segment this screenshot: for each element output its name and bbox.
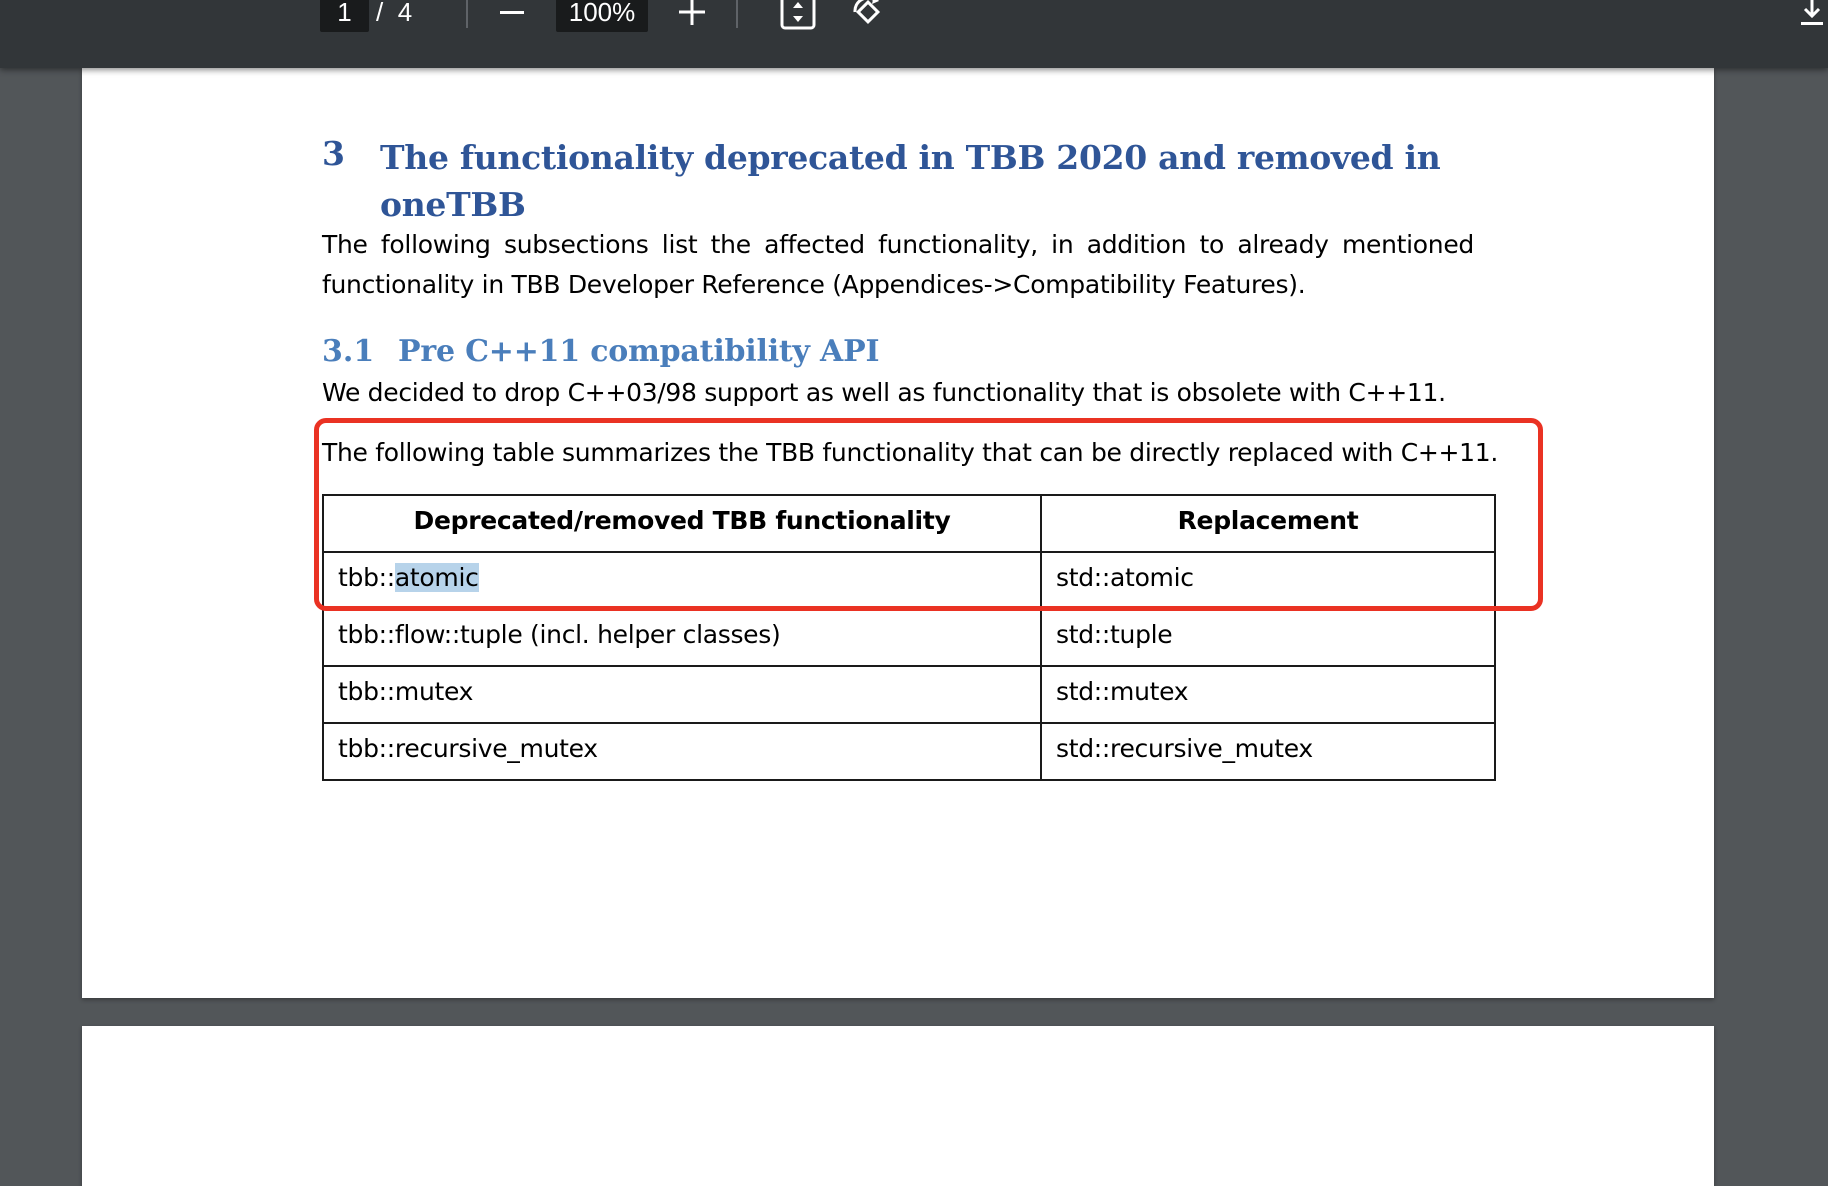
download-icon — [1797, 0, 1827, 27]
cell-prefix: tbb:: — [338, 563, 395, 592]
table-cell-deprecated: tbb::recursive_mutex — [323, 723, 1041, 780]
page-separator: / — [376, 0, 384, 27]
zoom-level-input[interactable]: 100% — [556, 0, 648, 32]
subsection-number: 3.1 — [322, 334, 375, 369]
zoom-out-icon — [499, 0, 525, 25]
fit-page-button[interactable] — [776, 0, 820, 32]
zoom-in-button[interactable] — [670, 0, 714, 32]
table-row — [323, 552, 1495, 609]
table-header-row — [323, 495, 1495, 552]
section-number: 3 — [322, 134, 345, 173]
table-cell-replacement: std::recursive_mutex — [1041, 723, 1495, 780]
rotate-icon — [849, 0, 887, 31]
table-row — [323, 723, 1495, 780]
table-cell-deprecated: tbb::mutex — [323, 666, 1041, 723]
table-cell-replacement: std::mutex — [1041, 666, 1495, 723]
table-header-replacement: Replacement — [1041, 495, 1495, 552]
paragraph-obsolete: We decided to drop C++03/98 support as well as functionality that is obsolete with C++11. — [322, 378, 1446, 407]
table-row — [323, 666, 1495, 723]
paragraph-table-intro: The following table summarizes the TBB functionality that can be directly replaced with C++11. — [322, 438, 1499, 467]
toolbar-divider — [466, 0, 468, 28]
rotate-button[interactable] — [846, 0, 890, 32]
subsection-title: Pre C++11 compatibility API — [398, 334, 880, 369]
zoom-in-icon — [678, 0, 706, 26]
section-title-line1: The functionality deprecated in TBB 2020 and removed in — [380, 138, 1441, 177]
download-button[interactable] — [1790, 0, 1828, 32]
page-number-input[interactable]: 1 — [320, 0, 369, 32]
total-pages: 4 — [397, 0, 413, 27]
zoom-out-button[interactable] — [490, 0, 534, 32]
replacement-table — [322, 494, 1496, 781]
page-count-label — [376, 0, 412, 32]
fit-page-icon — [780, 0, 816, 30]
table-header-deprecated: Deprecated/removed TBB functionality — [323, 495, 1041, 552]
selected-text[interactable]: atomic — [394, 563, 479, 592]
intro-line2: functionality in TBB Developer Reference (Appendices->Compatibility Features). — [322, 270, 1306, 299]
pdf-toolbar — [0, 0, 1828, 68]
intro-line1: The following subsections list the affected functionality, in addition to already mentioned — [322, 230, 1474, 259]
toolbar-divider — [736, 0, 738, 28]
section-title-line2: oneTBB — [380, 185, 526, 224]
table-row — [323, 609, 1495, 666]
table-cell-replacement: std::atomic — [1041, 552, 1495, 609]
section-title — [380, 134, 1440, 228]
table-cell-deprecated — [323, 552, 1041, 609]
table-cell-replacement: std::tuple — [1041, 609, 1495, 666]
table-cell-deprecated: tbb::flow::tuple (incl. helper classes) — [323, 609, 1041, 666]
pdf-page-2 — [82, 1026, 1714, 1186]
